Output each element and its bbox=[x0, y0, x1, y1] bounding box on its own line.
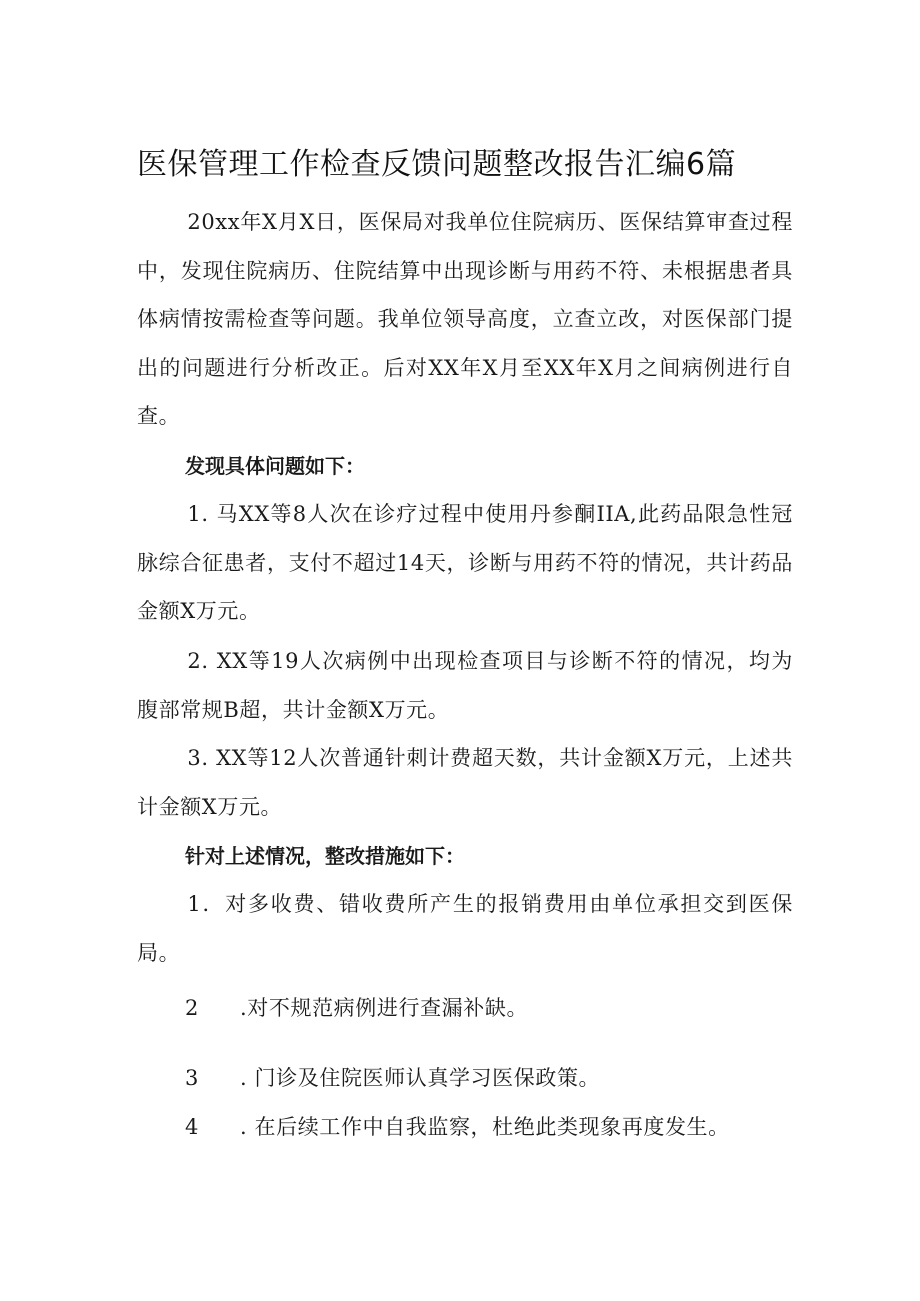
problems-heading: 发现具体问题如下： bbox=[185, 454, 365, 478]
measure-item-1: 1．对多收费、错收费所产生的报销费用由单位承担交到医保局。 bbox=[137, 892, 793, 965]
measure-item-3 bbox=[185, 1058, 600, 1098]
measure-number: 2 bbox=[185, 996, 199, 1020]
measures-heading: 针对上述情况，整改措施如下： bbox=[185, 844, 465, 868]
problem-item-1: 1. 马XX等8人次在诊疗过程中使用丹参酮IIA,此药品限急性冠脉综合征患者，支付不超过14天，诊断与用药不符的情况，共计药品金额X万元。 bbox=[137, 502, 793, 623]
measure-number: 3 bbox=[185, 1066, 199, 1090]
intro-paragraph: 20xx年X月X日，医保局对我单位住院病历、医保结算审查过程中，发现住院病历、住院结算中出现诊断与用药不符、未根据患者具体病情按需检查等问题。我单位领导高度，立查立改，对医保部门提出的问题进行分析改正。后对XX年X月至XX年X月之间病例进行自查。 bbox=[137, 210, 793, 428]
measure-text: .对不规范病例进行查漏补缺。 bbox=[240, 996, 529, 1020]
measure-text: . 在后续工作中自我监察，杜绝此类现象再度发生。 bbox=[240, 1115, 730, 1139]
measure-text: . 门诊及住院医师认真学习医保政策。 bbox=[240, 1066, 601, 1090]
measure-number: 4 bbox=[185, 1115, 199, 1139]
measure-item-4 bbox=[185, 1107, 730, 1147]
problem-item-3: 3. XX等12人次普通针刺计费超天数，共计金额X万元，上述共计金额X万元。 bbox=[137, 746, 793, 819]
problem-item-2: 2. XX等19人次病例中出现检查项目与诊断不符的情况，均为腹部常规B超，共计金额X万元。 bbox=[137, 649, 793, 722]
measure-item-2 bbox=[185, 988, 528, 1028]
document-title: 医保管理工作检查反馈问题整改报告汇编6篇 bbox=[137, 147, 737, 182]
